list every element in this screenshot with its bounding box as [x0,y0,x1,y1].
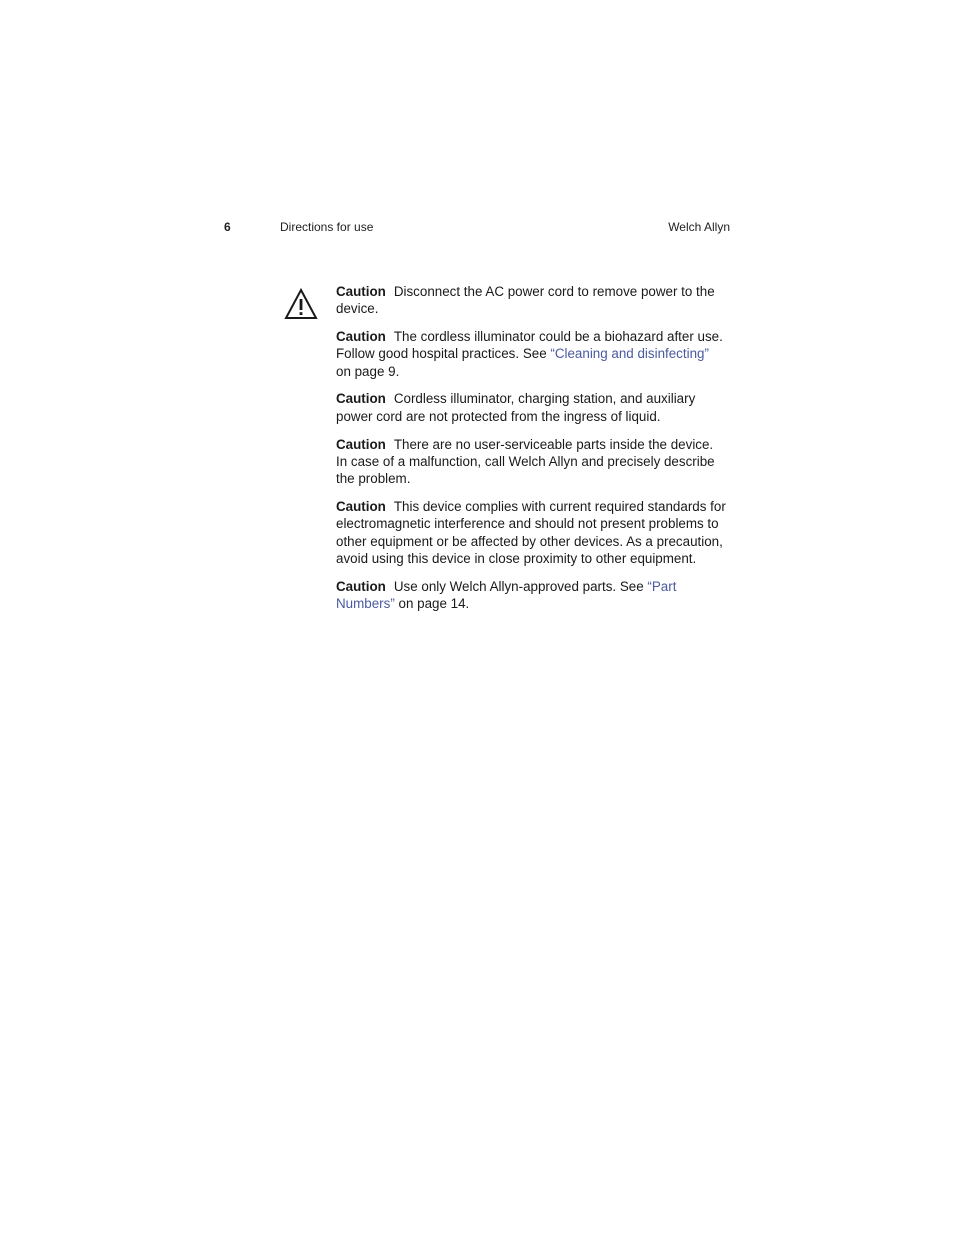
warning-triangle-icon [284,288,318,320]
caution-label: Caution [336,578,386,594]
caution-item [336,328,726,380]
page-number: 6 [224,220,231,234]
caution-text: There are no user-serviceable parts inside the device. In case of a malfunction, call Welch Allyn and precisely describe the problem. [336,436,715,487]
caution-label: Caution [336,329,386,345]
caution-text: Use only Welch Allyn-approved parts. See [393,578,648,594]
caution-label: Caution [336,498,386,514]
cleaning-disinfecting-link[interactable]: “Cleaning and disinfecting” [550,346,709,362]
caution-text: The cordless illuminator could be a biohazard after use. Follow good hospital practices. See [336,329,723,362]
caution-list [336,283,726,623]
caution-item [336,578,726,613]
brand-name: Welch Allyn [668,220,730,234]
caution-label: Caution [336,436,386,452]
part-numbers-link[interactable]: “Part Numbers” [336,578,677,611]
caution-text: Disconnect the AC power cord to remove power to the device. [336,284,715,317]
caution-text-suffix: on page 9. [336,363,400,379]
caution-text: Cordless illuminator, charging station, and auxiliary power cord are not protected from the ingress of liquid. [336,391,696,424]
caution-label: Caution [336,391,386,407]
caution-item [336,390,726,425]
caution-label: Caution [336,284,386,299]
caution-item [336,436,726,488]
page-header [224,220,730,238]
document-title: Directions for use [280,220,374,234]
caution-item [336,283,726,318]
caution-item [336,498,726,567]
caution-text-suffix: on page 14. [394,595,470,611]
caution-text: This device complies with current required standards for electromagnetic interference and should not present problems to other equipment or be affected by other devices. As a precaution, avoid using this device in close proximity to other equipment. [336,498,726,566]
